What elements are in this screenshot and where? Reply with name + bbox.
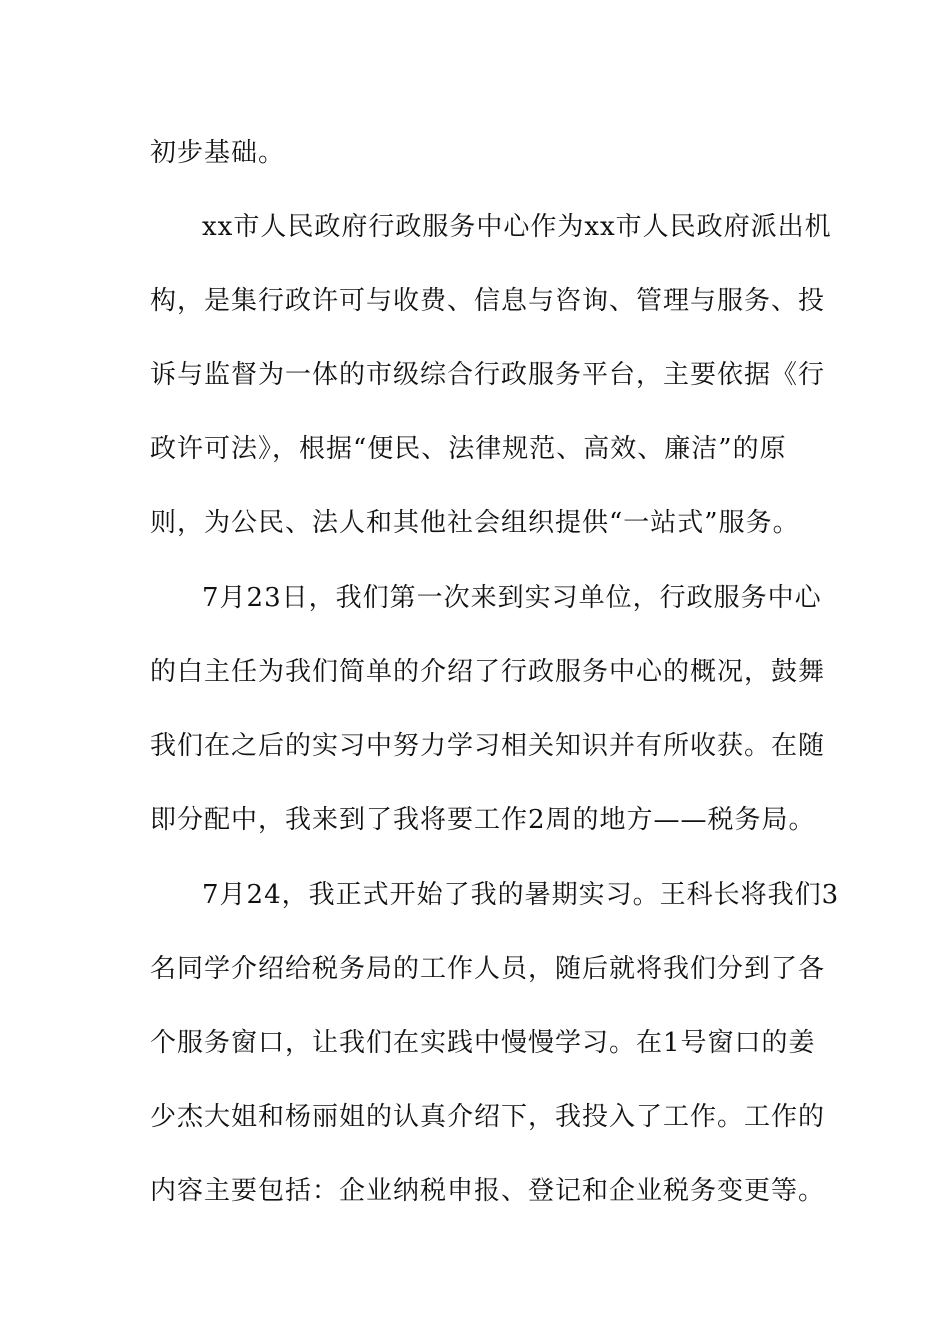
text-line: 诉与监督为一体的市级综合行政服务平台，主要依据《行 [150, 360, 826, 390]
text-line: 构，是集行政许可与收费、信息与咨询、管理与服务、投 [150, 286, 826, 316]
text-line: 7月24，我正式开始了我的暑期实习。王科长将我们3 [202, 880, 840, 910]
text-line: 即分配中，我来到了我将要工作2周的地方——税务局。 [150, 805, 816, 835]
text-line: 内容主要包括：企业纳税申报、登记和企业税务变更等。 [150, 1176, 826, 1206]
text-line: 政许可法》，根据“便民、法律规范、高效、廉洁”的原 [150, 434, 787, 464]
text-line: 的白主任为我们简单的介绍了行政服务中心的概况，鼓舞 [150, 657, 826, 687]
text-line: 7月23日，我们第一次来到实习单位，行政服务中心 [202, 583, 822, 613]
text-line: 初步基础。 [150, 138, 286, 168]
text-line: 名同学介绍给税务局的工作人员，随后就将我们分到了各 [150, 954, 826, 984]
text-line: 个服务窗口，让我们在实践中慢慢学习。在1号窗口的姜 [150, 1028, 816, 1058]
text-line: xx市人民政府行政服务中心作为xx市人民政府派出机 [202, 212, 832, 242]
text-line: 我们在之后的实习中努力学习相关知识并有所收获。在随 [150, 731, 826, 761]
text-line: 少杰大姐和杨丽姐的认真介绍下，我投入了工作。工作的 [150, 1102, 826, 1132]
text-line: 则，为公民、法人和其他社会组织提供“一站式”服务。 [150, 508, 800, 538]
